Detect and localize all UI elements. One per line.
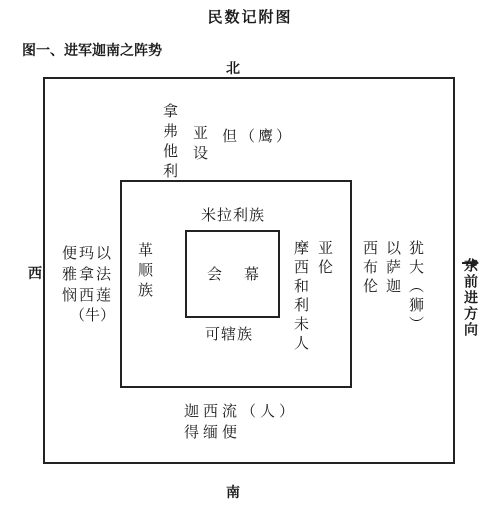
east-advance-label: 东前进方向 [462, 258, 478, 338]
gershon-clan: 革顺族 [136, 242, 154, 302]
tabernacle-right-char: 幕 [244, 265, 260, 283]
north-tribe-naphtali: 拿弗他利 [161, 103, 179, 183]
figure-caption: 图一、进军迦南之阵势 [22, 43, 162, 59]
south-tribes-line2: 得缅便 [184, 423, 242, 441]
aaron-label: 亚伦 [316, 240, 334, 278]
west-tribes-ox: （牛） [70, 306, 116, 324]
west-tribes-line3: 悯西莲 [62, 286, 114, 304]
west-label: 西 [28, 266, 42, 282]
tabernacle-left-char: 会 [207, 265, 223, 283]
south-label: 南 [226, 485, 240, 501]
tabernacle-box [185, 230, 280, 318]
north-tribe-dan-eagle: 但（鹰） [222, 127, 295, 145]
north-label: 北 [226, 61, 240, 77]
north-tribe-asher: 亚设 [191, 125, 209, 165]
south-tribes-line1: 迦西流（人） [184, 402, 299, 420]
east-tribe-judah-lion: 犹大（狮） [407, 240, 425, 335]
kohath-clan: 可辖族 [205, 325, 254, 343]
east-tribe-issachar: 以萨迦 [384, 240, 402, 297]
merari-clan: 米拉利族 [201, 206, 266, 224]
east-tribe-zebulun: 西布伦 [361, 240, 379, 297]
page-title: 民数记附图 [207, 8, 293, 26]
west-tribes-line2: 雅拿法 [62, 265, 114, 283]
moses-and-levites-label: 摩西和利未人 [292, 240, 310, 354]
west-tribes-line1: 便玛以 [62, 244, 114, 262]
